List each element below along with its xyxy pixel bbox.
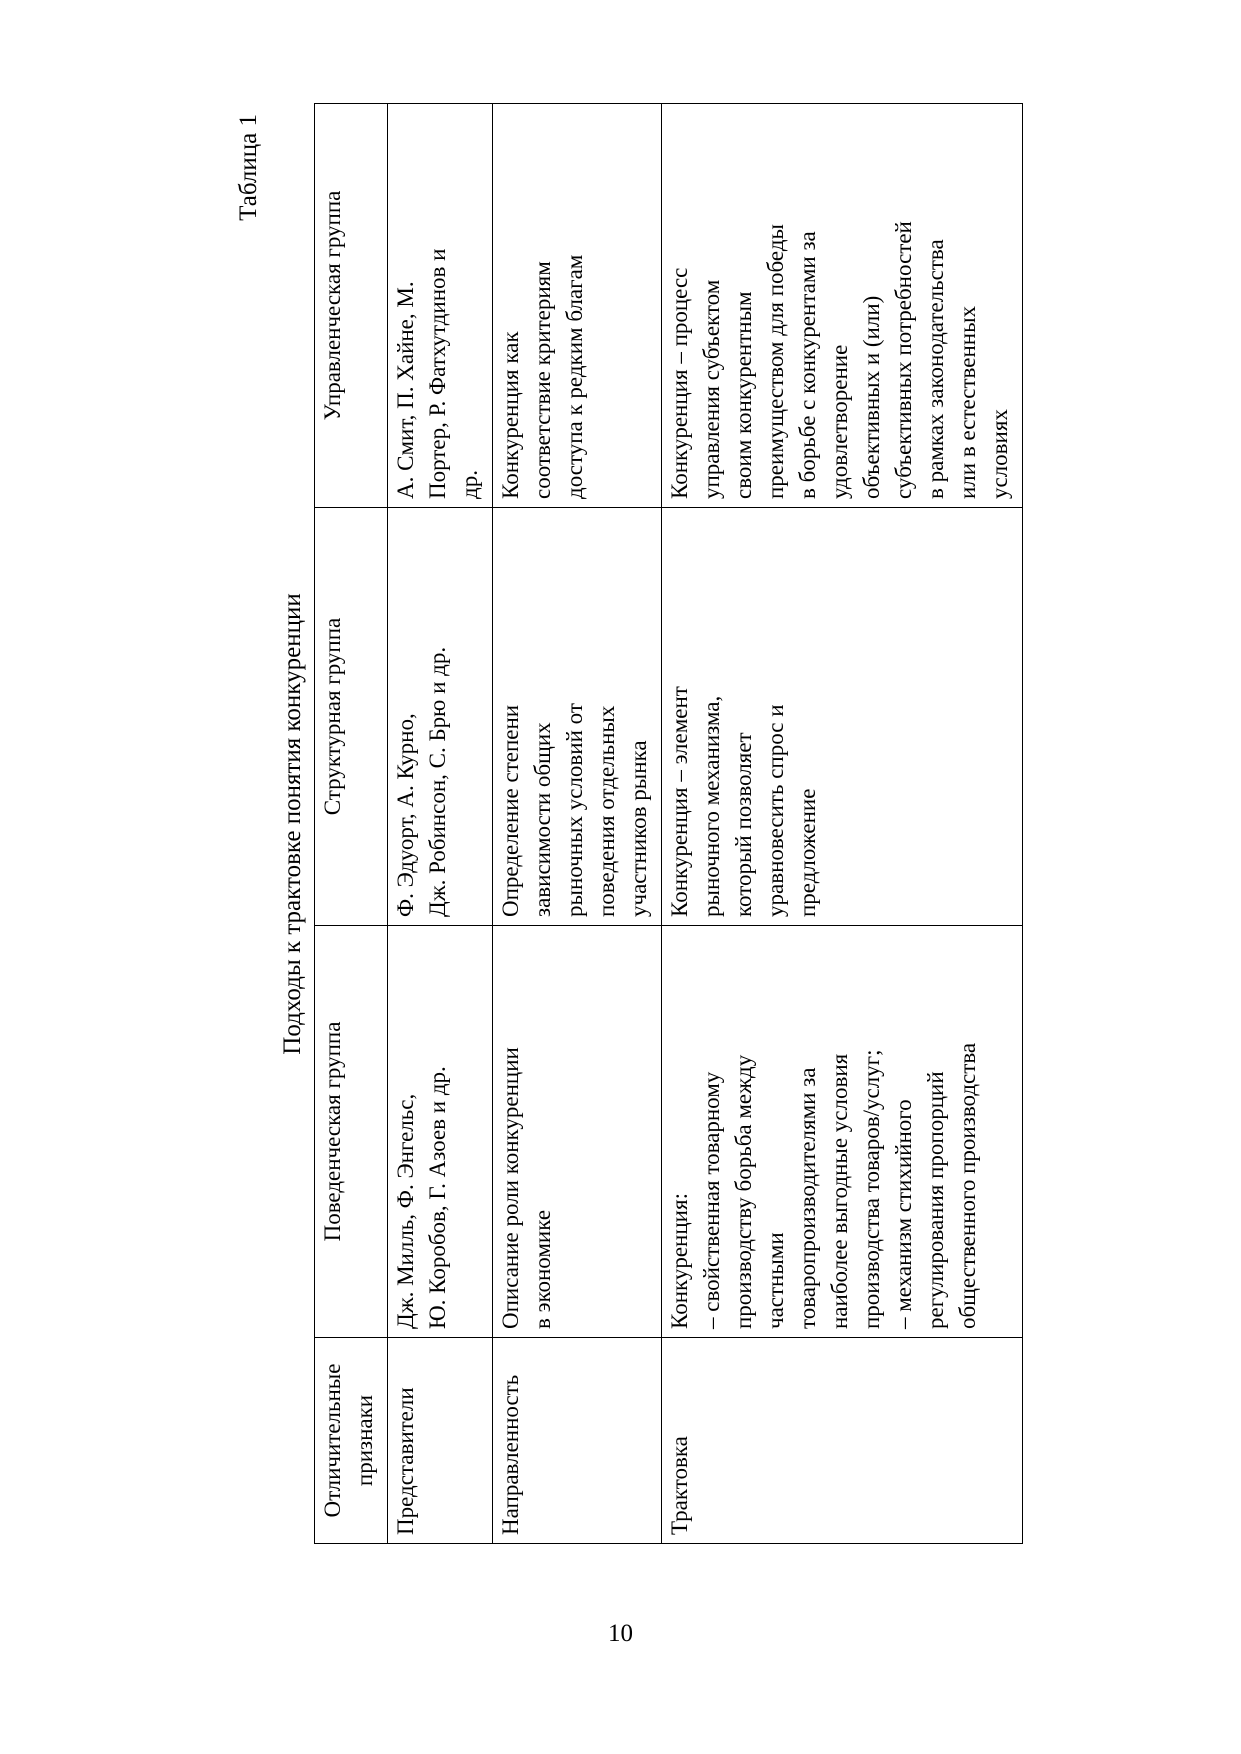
cell-line: соответствие критериям: [530, 261, 555, 499]
cell-line: управления субъектом: [699, 279, 724, 499]
cell-line: регулирования пропорций: [923, 1071, 948, 1329]
cell-line: рыночного механизма,: [699, 695, 724, 917]
cell-behavioral: [662, 926, 1023, 1338]
table-row-direction: [493, 104, 662, 1544]
cell-line: предложение: [795, 788, 820, 917]
cell-line: наиболее выгодные условия: [827, 1053, 852, 1329]
approaches-table: [314, 103, 1023, 1544]
cell-line: частными: [763, 1232, 788, 1329]
cell-line: уравновесить спрос и: [763, 704, 788, 917]
cell-line: в рамках законодательства: [923, 239, 948, 499]
header-cell-managerial: Управленческая группа: [315, 104, 388, 508]
header-cell-structural: Структурная группа: [315, 508, 388, 926]
cell-line: в экономике: [530, 1209, 555, 1329]
table-header-row: [315, 104, 388, 1544]
cell-line: Определение степени: [498, 704, 523, 917]
cell-line: или в естественных: [955, 305, 980, 499]
cell-managerial: [662, 104, 1023, 508]
cell-line: зависимости общих: [530, 722, 555, 917]
cell-line: условиях: [987, 409, 1012, 499]
table-label: Таблица 1: [235, 114, 262, 221]
cell-line: – механизм стихийного: [891, 1099, 916, 1329]
cell-line: др.: [457, 470, 482, 499]
rotated-page-content: [232, 104, 1012, 1544]
cell-line: поведения отдельных: [594, 705, 619, 917]
row-label: Направленность: [493, 1338, 662, 1544]
header-cell-features: Отличительные признаки: [315, 1338, 388, 1544]
cell-line: производству борьба между: [731, 1054, 756, 1329]
cell-line: Конкуренция – процесс: [667, 267, 692, 499]
cell-line: доступа к редким благам: [562, 254, 587, 499]
cell-line: А. Смит, П. Хайне, М.: [393, 281, 418, 499]
cell-line: товаропроизводителями за: [795, 1067, 820, 1329]
cell-line: Дж. Робинсон, С. Брю и др.: [425, 646, 450, 917]
cell-behavioral: [388, 926, 493, 1338]
cell-line: который позволяет: [731, 732, 756, 917]
row-label: Представители: [388, 1338, 493, 1544]
cell-line: Конкуренция:: [667, 1193, 692, 1329]
cell-structural: [662, 508, 1023, 926]
cell-line: Конкуренция – элемент: [667, 686, 692, 917]
cell-line: объективных и (или): [859, 295, 884, 499]
cell-line: Ю. Коробов, Г. Азоев и др.: [425, 1066, 450, 1329]
table-row-representatives: [388, 104, 493, 1544]
cell-behavioral: [493, 926, 662, 1338]
cell-line: рыночных условий от: [562, 703, 587, 917]
cell-line: преимуществом для победы: [763, 224, 788, 499]
cell-line: производства товаров/услуг;: [859, 1049, 884, 1329]
cell-line: в борьбе с конкурентами за: [795, 231, 820, 499]
cell-managerial: [493, 104, 662, 508]
cell-line: участников рынка: [626, 740, 651, 917]
cell-managerial: [388, 104, 493, 508]
header-cell-behavioral: Поведенческая группа: [315, 926, 388, 1338]
cell-line: Портер, Р. Фатхутдинов и: [425, 248, 450, 499]
table-row-interpretation: [662, 104, 1023, 1544]
cell-line: Ф. Эдуорт, А. Курно,: [393, 713, 418, 917]
cell-line: удовлетворение: [827, 344, 852, 499]
cell-structural: [493, 508, 662, 926]
cell-line: – свойственная товарному: [699, 1071, 724, 1329]
row-label: Трактовка: [662, 1338, 1023, 1544]
cell-line: Конкуренция как: [498, 331, 523, 499]
cell-line: субъективных потребностей: [891, 221, 916, 499]
cell-line: Дж. Милль, Ф. Энгельс,: [393, 1093, 418, 1329]
cell-structural: [388, 508, 493, 926]
page-number: 10: [608, 1620, 633, 1647]
cell-line: своим конкурентным: [731, 291, 756, 499]
cell-line: общественного производства: [955, 1042, 980, 1329]
cell-line: Описание роли конкуренции: [498, 1047, 523, 1329]
table-caption: Подходы к трактовке понятия конкуренции: [279, 593, 306, 1055]
